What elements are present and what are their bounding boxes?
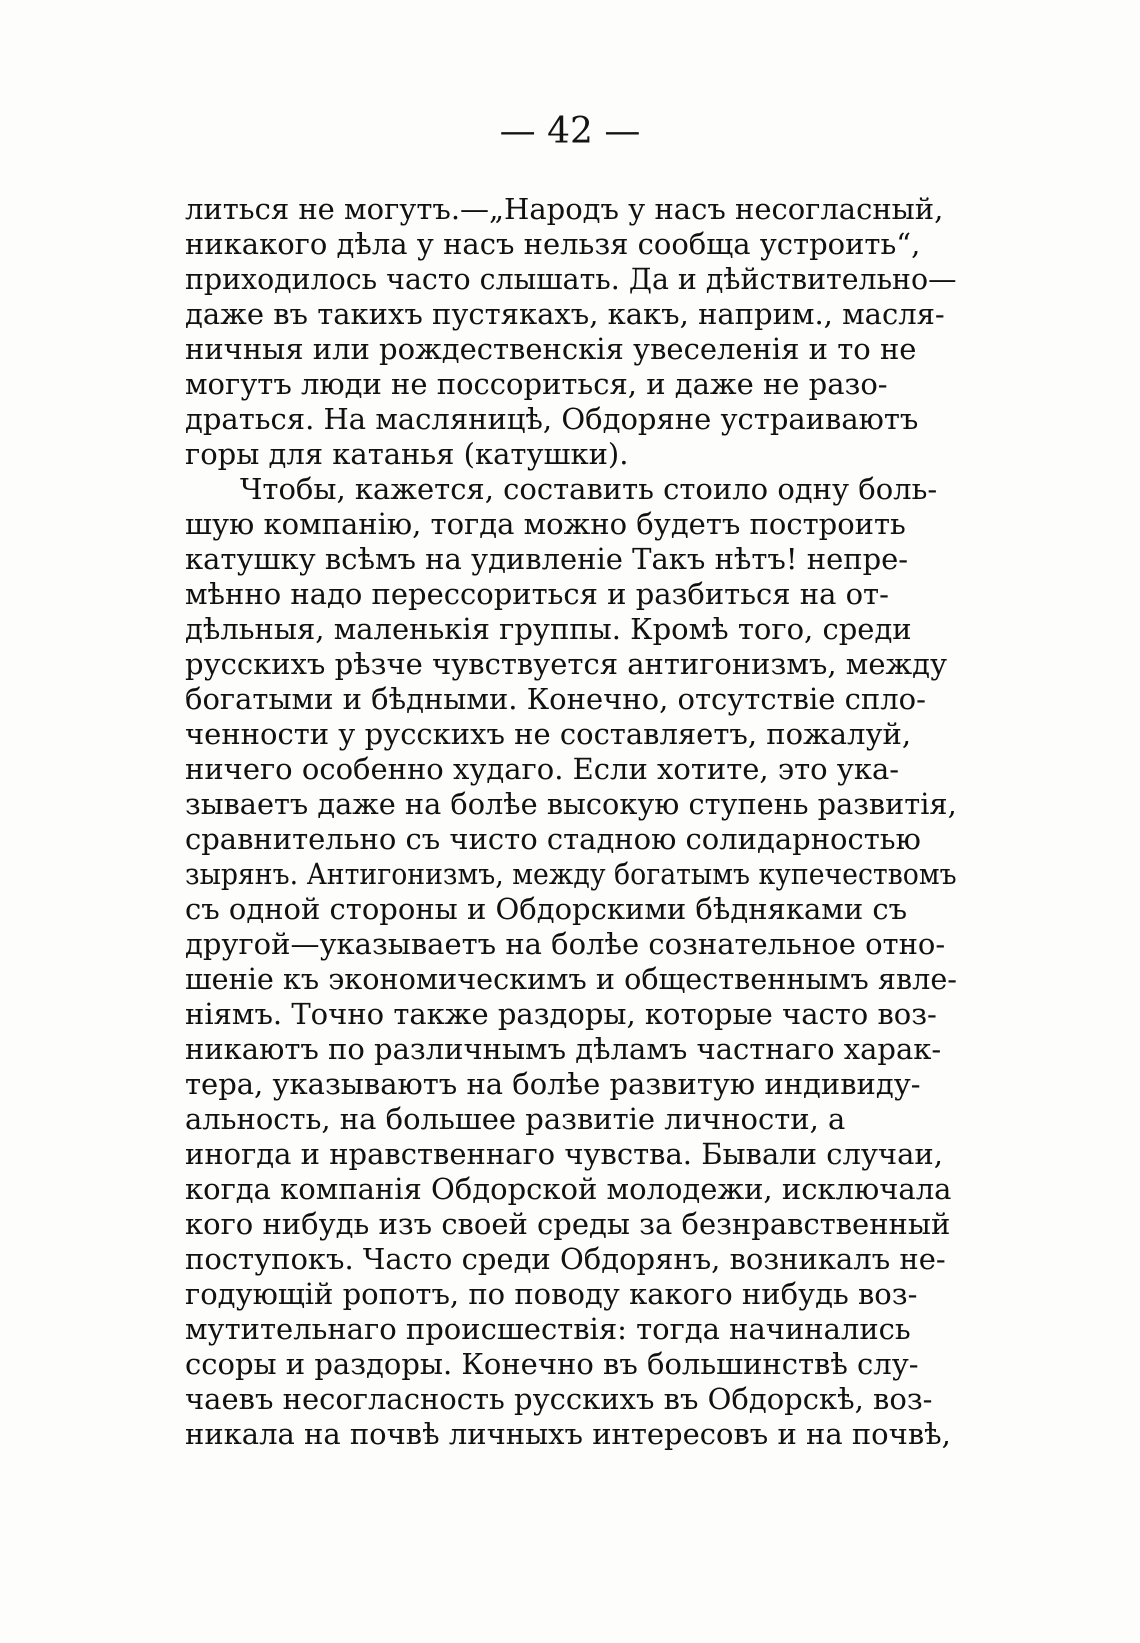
text-line: ничныя или рождественскія увеселенія и то не [185, 332, 917, 366]
text-line: никаютъ по различнымъ дѣламъ частнаго харак- [185, 1032, 942, 1066]
text-line: ченности у русскихъ не составляетъ, пожалуй, [185, 717, 912, 751]
text-line: шую компанію, тогда можно будетъ построить [185, 507, 906, 541]
text-line: драться. На масляницѣ, Обдоряне устраиваютъ [185, 402, 919, 436]
text-line: сравнительно съ чисто стадною солидарностью [185, 822, 921, 856]
text-line: другой—указываетъ на болѣе сознательное отно- [185, 927, 946, 961]
text-line: мутительнаго происшествія: тогда начинались [185, 1312, 911, 1346]
text-line: ничего особенно худаго. Если хотите, это ука- [185, 752, 900, 786]
text-line: шеніе къ экономическимъ и общественнымъ явле- [185, 962, 957, 996]
text-line: ніямъ. Точно также раздоры, которые часто воз- [185, 997, 937, 1031]
text-line-paragraph-end: горы для катанья (катушки). [185, 437, 629, 471]
text-line: приходилось часто слышать. Да и дѣйствительно— [185, 262, 957, 296]
text-line: чаевъ несогласность русскихъ въ Обдорскѣ, воз- [185, 1382, 933, 1416]
page-number: — 42 — [499, 111, 641, 152]
text-line: тера, указываютъ на болѣе развитую индивиду- [185, 1067, 921, 1101]
text-line: ссоры и раздоры. Конечно въ большинствѣ слу- [185, 1347, 919, 1381]
text-line: русскихъ рѣзче чувствуется антигонизмъ, между [185, 647, 948, 681]
text-line: никала на почвѣ личныхъ интересовъ и на почвѣ, [185, 1417, 951, 1451]
text-line: богатыми и бѣдными. Конечно, отсутствіе спло- [185, 682, 926, 716]
text-line: альность, на большее развитіе личности, а [185, 1102, 846, 1136]
text-line: поступокъ. Часто среди Обдорянъ, возникалъ не- [185, 1242, 946, 1276]
text-line: литься не могутъ.—„Народъ у насъ несогласный, [185, 192, 944, 226]
text-line: катушку всѣмъ на удивленіе Такъ нѣтъ! непре- [185, 542, 909, 576]
text-line: никакого дѣла у насъ нельзя сообща устроить“, [185, 227, 921, 261]
text-line-paragraph-start: Чтобы, кажется, составить стоило одну боль- [240, 472, 938, 506]
text-line: мѣнно надо перессориться и разбиться на от- [185, 577, 889, 611]
text-line: годующій ропотъ, по поводу какого нибудь воз- [185, 1277, 918, 1311]
text-line: съ одной стороны и Обдорскими бѣдняками съ [185, 892, 908, 926]
text-line: могутъ люди не поссориться, и даже не разо- [185, 367, 888, 401]
text-line: когда компанія Обдорской молодежи, исключала [185, 1172, 952, 1206]
body-text [185, 192, 957, 1452]
text-line: дѣльныя, маленькія группы. Кромѣ того, среди [185, 612, 912, 646]
text-line: зырянъ. Антигонизмъ, между богатымъ купечествомъ [185, 857, 957, 891]
text-line: иногда и нравственнаго чувства. Бывали случаи, [185, 1137, 943, 1171]
text-line: кого нибудь изъ своей среды за безнравственный [185, 1207, 951, 1241]
text-line: зываетъ даже на болѣе высокую ступень развитія, [185, 787, 957, 821]
text-line: даже въ такихъ пустякахъ, какъ, наприм., масля- [185, 297, 945, 331]
